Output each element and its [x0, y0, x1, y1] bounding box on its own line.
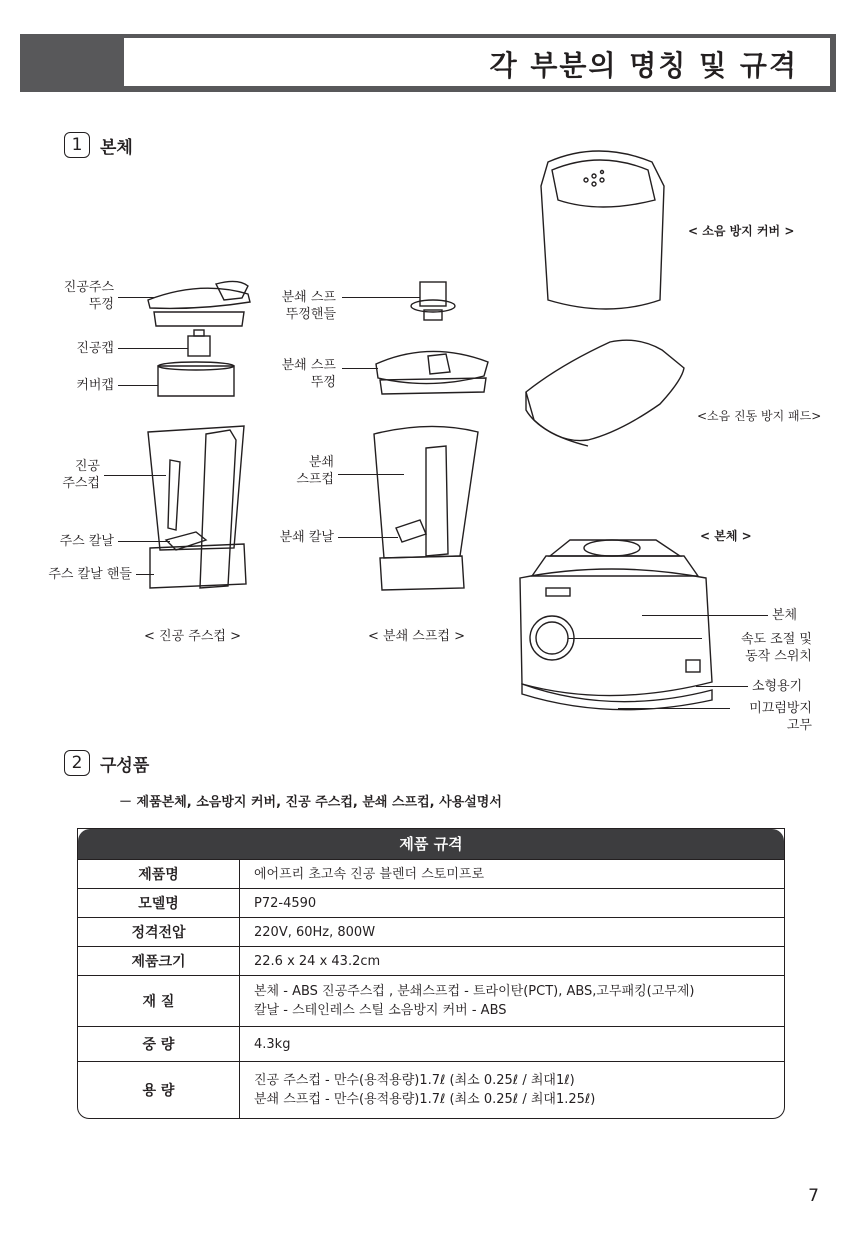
caption-vacuum-set: < 진공 주스컵 >: [144, 629, 241, 644]
label-grind-blade: 분쇄 칼날: [279, 530, 334, 545]
spec-key: 용 량: [78, 1062, 240, 1118]
spec-table: [77, 828, 785, 1119]
label-noise-cover: < 소음 방지 커버 >: [688, 224, 795, 238]
spec-table-title: 제품 규격: [78, 829, 784, 859]
spec-value-cell: [240, 976, 784, 1026]
spec-value: 진공 주스컵 - 만수(용적용량)1.7ℓ (최소 0.25ℓ / 최대1ℓ): [254, 1073, 575, 1088]
caption-grind-set: < 분쇄 스프컵 >: [368, 629, 465, 644]
spec-value: P72-4590: [254, 895, 317, 911]
label-cover-cap: 커버캡: [76, 378, 114, 393]
page-title: 각 부분의 명칭 및 규격: [489, 49, 798, 82]
leader-cover-cap: [118, 385, 158, 386]
main-body-drawing: [520, 540, 712, 710]
label-anti-slip: 미끄럼방지 고무: [749, 701, 812, 733]
grind-lid-drawing: [376, 351, 488, 394]
spec-value-cell: [240, 1027, 784, 1061]
spec-value-cell: [240, 947, 784, 975]
leader-grind-blade: [338, 537, 398, 538]
vacuum-lid-drawing: [148, 281, 250, 326]
label-grind-lid: 분쇄 스프 뚜껑: [281, 358, 336, 390]
spec-key: 정격전압: [78, 918, 240, 946]
section-title: 본체: [100, 137, 133, 158]
spec-value-cell: [240, 889, 784, 917]
leader-grind-cup: [338, 474, 404, 475]
spec-value: 220V, 60Hz, 800W: [254, 924, 376, 940]
vacuum-cup-drawing: [148, 426, 246, 588]
leader-switch: [568, 638, 702, 639]
label-vacuum-lid: 진공주스 뚜껑: [63, 280, 114, 312]
leader-small-container: [696, 686, 748, 687]
spec-key: 제품명: [78, 860, 240, 888]
spec-value-cell: [240, 918, 784, 946]
spec-value-cell: [240, 860, 784, 888]
label-vacuum-cup: 진공 주스컵: [62, 459, 100, 491]
table-row: [78, 975, 784, 1026]
leader-grind-handle: [342, 297, 420, 298]
table-row: [78, 1061, 784, 1118]
grind-handle-drawing: [411, 282, 455, 320]
label-juice-blade: 주스 칼날: [59, 534, 114, 549]
table-row: [78, 917, 784, 946]
spec-value: 에어프리 초고속 진공 블렌더 스토미프로: [254, 866, 485, 882]
spec-key: 재 질: [78, 976, 240, 1026]
components-list: － 제품본체, 소음방지 커버, 진공 주스컵, 분쇄 스프컵, 사용설명서: [119, 795, 502, 810]
label-grind-lid-handle: 분쇄 스프 뚜껑핸들: [281, 290, 336, 322]
label-grind-cup: 분쇄 스프컵: [296, 455, 334, 487]
leader-vacuum-cap: [118, 348, 188, 349]
noise-pad-drawing: [526, 340, 684, 446]
leader-juice-blade: [118, 541, 170, 542]
spec-key: 중 량: [78, 1027, 240, 1061]
section-2-heading: [64, 750, 149, 776]
label-speed-switch: 속도 조절 및 동작 스위치: [740, 632, 812, 664]
leader-juice-handle: [136, 574, 154, 575]
spec-key: 제품크기: [78, 947, 240, 975]
label-vacuum-cap: 진공캡: [76, 341, 114, 356]
section-number: 1: [64, 132, 90, 158]
grind-cup-drawing: [374, 426, 478, 590]
spec-key: 모델명: [78, 889, 240, 917]
spec-value: 칼날 - 스테인레스 스틸 소음방지 커버 - ABS: [254, 1003, 507, 1018]
table-row: [78, 859, 784, 888]
section-number: 2: [64, 750, 90, 776]
label-noise-pad: <소음 진동 방지 패드>: [697, 409, 822, 423]
label-juice-blade-handle: 주스 칼날 핸들: [48, 567, 132, 582]
spec-value: 4.3kg: [254, 1036, 291, 1052]
label-small-container: 소형용기: [752, 679, 803, 694]
section-title: 구성품: [100, 755, 150, 776]
spec-value: 22.6 x 24 x 43.2cm: [254, 953, 381, 969]
spec-value-cell: [240, 1062, 784, 1118]
label-body: 본체: [772, 608, 798, 623]
leader-body: [642, 615, 768, 616]
spec-value: 본체 - ABS 진공주스컵 , 분쇄스프컵 - 트라이탄(PCT), ABS,고무패킹(고무제): [254, 984, 695, 999]
leader-vacuum-cup: [104, 475, 166, 476]
table-row: [78, 888, 784, 917]
label-main-body-caption: < 본체 >: [700, 529, 752, 543]
vacuum-cap-drawing: [188, 330, 210, 356]
leader-grind-lid: [342, 368, 378, 369]
table-row: [78, 1026, 784, 1061]
page-number: 7: [808, 1186, 819, 1206]
cover-cap-drawing: [158, 362, 234, 396]
leader-anti-slip: [618, 708, 730, 709]
table-row: [78, 946, 784, 975]
leader-vacuum-lid: [118, 297, 154, 298]
noise-cover-drawing: [541, 151, 664, 309]
spec-value: 분쇄 스프컵 - 만수(용적용량)1.7ℓ (최소 0.25ℓ / 최대1.25ℓ): [254, 1092, 596, 1107]
